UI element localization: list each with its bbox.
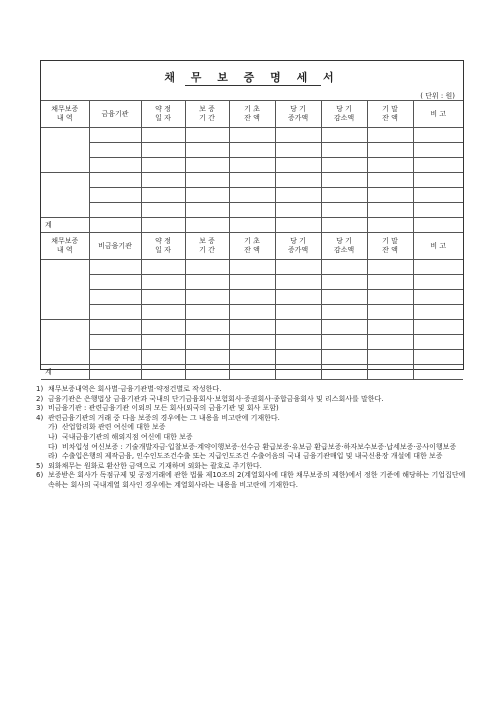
- table-row: [41, 275, 463, 290]
- table-cell: [89, 218, 141, 233]
- table-row: [41, 335, 463, 350]
- guarantee-group-cell: [41, 173, 89, 218]
- table-cell: [413, 128, 463, 143]
- table-cell: [413, 350, 463, 365]
- form-frame: [40, 60, 464, 376]
- table-cell: [141, 143, 185, 158]
- table-cell: [413, 143, 463, 158]
- column-header: 당 기 증가액: [275, 101, 321, 128]
- table-cell: [367, 128, 413, 143]
- column-header: 채무보증 내 역: [41, 233, 89, 260]
- table-cell: [413, 305, 463, 320]
- note-number: 4): [36, 413, 44, 422]
- sub-note-text: 국내금융기관의 해외지점 여신에 대한 보증: [62, 432, 193, 441]
- column-header: 기 초 잔 액: [229, 101, 275, 128]
- table-row: [41, 158, 463, 173]
- table-cell: [141, 335, 185, 350]
- column-header: 당 기 증가액: [275, 233, 321, 260]
- note-text: 외화채무는 원화로 환산한 금액으로 기재하며 외화는 괄호로 주기한다.: [48, 461, 262, 470]
- table-cell: [275, 188, 321, 203]
- table-cell: [185, 260, 229, 275]
- table-row: [41, 350, 463, 365]
- table-cell: [185, 305, 229, 320]
- header-row: [41, 101, 463, 128]
- table-cell: [321, 350, 367, 365]
- table-cell: [185, 158, 229, 173]
- table-cell: [89, 188, 141, 203]
- column-header: 보 증 기 간: [185, 233, 229, 260]
- sub-note-number: 나): [48, 432, 58, 441]
- sub-note-item: [36, 433, 472, 443]
- table-cell: [185, 218, 229, 233]
- form-title: 채 무 보 증 명 세 서: [164, 71, 340, 84]
- table-cell: [321, 275, 367, 290]
- column-header: 채무보증 내 역: [41, 101, 89, 128]
- table-cell: [229, 320, 275, 335]
- column-header: 기 초 잔 액: [229, 233, 275, 260]
- note-text: 비금융기관 : 관련금융기관 이외의 모든 회사(외국의 금융기관 및 회사 포함): [48, 404, 279, 413]
- table-cell: [229, 275, 275, 290]
- table-cell: [185, 350, 229, 365]
- table-cell: [89, 290, 141, 305]
- table-cell: [275, 350, 321, 365]
- table-cell: [141, 203, 185, 218]
- table-row: [41, 173, 463, 188]
- note-item: [36, 385, 472, 395]
- table-cell: [275, 335, 321, 350]
- table-cell: [321, 335, 367, 350]
- column-header: 보 증 기 간: [185, 101, 229, 128]
- table-cell: [89, 335, 141, 350]
- table-cell: [141, 275, 185, 290]
- table-cell: [229, 218, 275, 233]
- column-header: 당 기 감소액: [321, 101, 367, 128]
- table-cell: [275, 365, 321, 380]
- table-cell: [321, 320, 367, 335]
- column-header: 기 말 잔 액: [367, 233, 413, 260]
- table-cell: [185, 335, 229, 350]
- table-cell: [141, 365, 185, 380]
- table-cell: [141, 305, 185, 320]
- table-cell: [275, 305, 321, 320]
- table-cell: [229, 335, 275, 350]
- sub-note-text: 비차입성 여신보증 : 기술개발자금·입찰보증·계약이행보증·선수금 환급보증·유보금 환급보증·하자보수보증·납세보증·공사이행보증: [62, 442, 457, 451]
- table-cell: [141, 188, 185, 203]
- total-row: [41, 218, 463, 233]
- guarantee-group-cell: [41, 128, 89, 173]
- table-cell: [321, 218, 367, 233]
- table-cell: [413, 158, 463, 173]
- sub-note-number: 다): [48, 442, 58, 451]
- table-cell: [367, 335, 413, 350]
- table-cell: [185, 143, 229, 158]
- column-header: 약 정 일 자: [141, 101, 185, 128]
- table-cell: [275, 203, 321, 218]
- table-cell: [413, 320, 463, 335]
- table-cell: [275, 158, 321, 173]
- table-cell: [229, 350, 275, 365]
- table-cell: [229, 290, 275, 305]
- column-header: 기 말 잔 액: [367, 101, 413, 128]
- table-cell: [413, 188, 463, 203]
- note-item: [36, 462, 472, 472]
- sub-note-number: 가): [48, 423, 58, 432]
- table-cell: [89, 128, 141, 143]
- table-cell: [89, 203, 141, 218]
- note-item: [36, 471, 472, 490]
- table-cell: [321, 365, 367, 380]
- note-text: 보증받은 회사가 독점규제 및 공정거래에 관한 법률 제10조의 2(계열회사에 대한 채무보증의 제한)에서 정한 기준에 해당하는 기업집단에 속하는 회사의 국내계열 회사인 경우에는 계열회사라는 내용을 비고란에 기재한다.: [48, 471, 466, 489]
- table-cell: [185, 188, 229, 203]
- note-number: 3): [36, 404, 44, 413]
- table-cell: [141, 158, 185, 173]
- table-cell: [185, 173, 229, 188]
- table-cell: [321, 173, 367, 188]
- total-row: [41, 365, 463, 380]
- table-cell: [413, 365, 463, 380]
- table-cell: [367, 305, 413, 320]
- table-cell: [229, 260, 275, 275]
- table-cell: [229, 365, 275, 380]
- table-cell: [185, 320, 229, 335]
- table-cell: [413, 335, 463, 350]
- table-cell: [413, 218, 463, 233]
- sub-note-item: [36, 423, 472, 433]
- table-cell: [229, 173, 275, 188]
- table-row: [41, 290, 463, 305]
- table-row: [41, 320, 463, 335]
- guarantee-group-cell: [41, 320, 89, 365]
- table-cell: [321, 128, 367, 143]
- table-cell: [367, 173, 413, 188]
- table-cell: [367, 260, 413, 275]
- table-cell: [141, 128, 185, 143]
- table-row: [41, 143, 463, 158]
- table-cell: [367, 143, 413, 158]
- note-number: 6): [36, 471, 44, 480]
- table-cell: [367, 290, 413, 305]
- table-cell: [229, 188, 275, 203]
- table-cell: [229, 143, 275, 158]
- note-text: 채무보증내역은 회사별·금융기관별·약정건별로 작성한다.: [48, 385, 222, 393]
- table-cell: [367, 188, 413, 203]
- table-cell: [367, 158, 413, 173]
- table-cell: [413, 275, 463, 290]
- table-cell: [275, 143, 321, 158]
- note-item: [36, 404, 472, 414]
- table-cell: [229, 203, 275, 218]
- table-cell: [321, 188, 367, 203]
- total-label: 계: [41, 365, 89, 380]
- table-cell: [89, 173, 141, 188]
- note-text: 금융기관은 은행법상 금융기관과 국내의 단기금융회사·보험회사·증권회사·종합금융회사 및 리스회사를 말한다.: [48, 394, 384, 403]
- table-cell: [141, 218, 185, 233]
- table-cell: [413, 203, 463, 218]
- sub-note-text: 산업합리화 관련 여신에 대한 보증: [62, 423, 166, 432]
- table-cell: [367, 218, 413, 233]
- table-cell: [185, 203, 229, 218]
- table-cell: [275, 218, 321, 233]
- sub-note-number: 라): [48, 452, 58, 461]
- table-cell: [275, 290, 321, 305]
- table-cell: [413, 173, 463, 188]
- table-row: [41, 260, 463, 275]
- column-header: 당 기 감소액: [321, 233, 367, 260]
- title-underline: [185, 85, 321, 86]
- table-cell: [321, 203, 367, 218]
- table-cell: [89, 158, 141, 173]
- guarantee-table: [41, 100, 463, 380]
- table-cell: [321, 158, 367, 173]
- table-cell: [367, 320, 413, 335]
- column-header: 비 고: [413, 233, 463, 260]
- table-cell: [413, 260, 463, 275]
- table-cell: [89, 305, 141, 320]
- table-cell: [229, 305, 275, 320]
- table-cell: [367, 365, 413, 380]
- table-cell: [141, 290, 185, 305]
- total-label: 계: [41, 218, 89, 233]
- table-cell: [275, 173, 321, 188]
- table-cell: [185, 128, 229, 143]
- table-cell: [321, 260, 367, 275]
- table-cell: [89, 275, 141, 290]
- table-cell: [229, 158, 275, 173]
- table-row: [41, 203, 463, 218]
- column-header: 비 고: [413, 101, 463, 128]
- table-cell: [275, 275, 321, 290]
- table-cell: [89, 365, 141, 380]
- table-cell: [321, 305, 367, 320]
- sub-note-item: [36, 443, 472, 453]
- table-cell: [141, 173, 185, 188]
- note-text: 관련금융기관의 거래 중 다음 보증의 경우에는 그 내용을 비고란에 기재한다.: [48, 413, 280, 422]
- table-row: [41, 305, 463, 320]
- note-number: 5): [36, 461, 44, 470]
- table-cell: [89, 320, 141, 335]
- table-cell: [185, 290, 229, 305]
- table-row: [41, 188, 463, 203]
- guarantee-group-cell: [41, 260, 89, 320]
- table-cell: [141, 260, 185, 275]
- column-header: 약 정 일 자: [141, 233, 185, 260]
- table-cell: [141, 350, 185, 365]
- footnotes: [36, 385, 472, 491]
- table-cell: [275, 320, 321, 335]
- note-number: 1): [36, 385, 44, 393]
- table-row: [41, 128, 463, 143]
- table-cell: [185, 365, 229, 380]
- table-cell: [141, 320, 185, 335]
- header-row: [41, 233, 463, 260]
- note-number: 2): [36, 394, 44, 403]
- table-cell: [367, 203, 413, 218]
- table-cell: [89, 260, 141, 275]
- column-header: 금융기관: [89, 101, 141, 128]
- sub-note-item: [36, 452, 472, 462]
- table-cell: [275, 128, 321, 143]
- table-cell: [185, 275, 229, 290]
- column-header: 비금융기관: [89, 233, 141, 260]
- unit-label: ( 단위 : 원): [420, 92, 455, 100]
- table-cell: [229, 128, 275, 143]
- table-cell: [275, 260, 321, 275]
- table-cell: [413, 290, 463, 305]
- sub-note-text: 수출입은행의 제작금융, 인수인도조건수출 또는 지급인도조건 수출어음의 국내 금융기관매입 및 내국신용장 개설에 대한 보증: [62, 452, 443, 461]
- table-cell: [367, 350, 413, 365]
- table-cell: [89, 143, 141, 158]
- table-cell: [89, 350, 141, 365]
- table-cell: [321, 143, 367, 158]
- note-item: [36, 414, 472, 424]
- table-cell: [367, 275, 413, 290]
- note-item: [36, 395, 472, 405]
- table-cell: [321, 290, 367, 305]
